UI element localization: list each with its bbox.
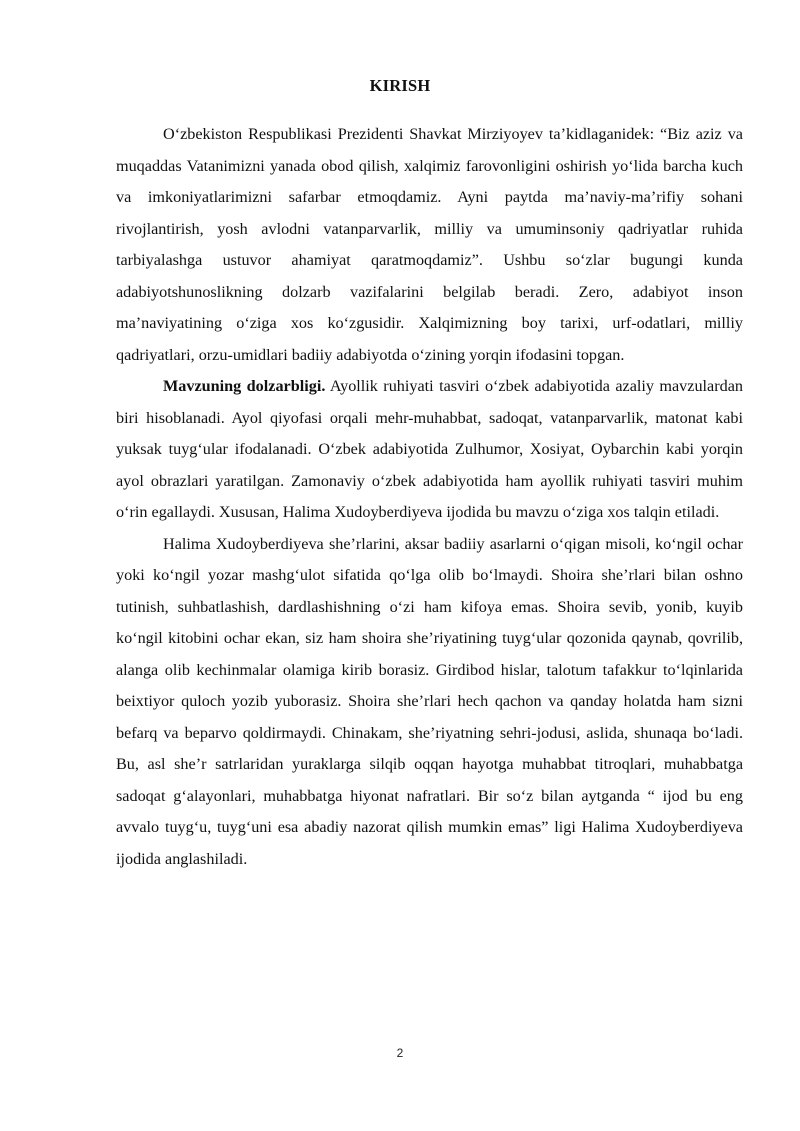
relevance-paragraph — [116, 371, 743, 529]
intro-paragraph — [116, 119, 743, 371]
paragraph-text: Halima Xudoyberdiyeva she’rlarini, aksar badiiy asarlarni o‘qigan misoli, ko‘ngil ochar yoki ko‘ngil yozar mashg‘ulot sifatida qo‘lga olib bo‘lmaydi. Shoira she’rlari bilan oshno tutinish, suhbatlashish, dardlashishning o‘zi ham kifoya emas. Shoira sevib, yonib, kuyib ko‘ngil kitobini ochar ekan, siz ham shoira she’riyatining tuyg‘ular qozonida qaynab, qovrilib, alanga olib kechinmalar olamiga kirib borasiz. Girdibod hislar, talotum tafakkur to‘lqinlarida beixtiyor quloch yozib yuborasiz. Shoira she’rlari hech qachon va qanday holatda ham sizni befarq va beparvo qoldirmaydi. Chinakam, she’riyatning sehri-jodusi, aslida, shunaqa bo‘ladi. Bu, asl she’r satrlaridan yuraklarga silqib oqqan hayotga muhabbat titroqlari, muhabbatga sadoqat g‘alayonlari, muhabbatga hiyonat nafratlari. Bir so‘z bilan aytganda “ ijod bu eng avvalo tuyg‘u, tuyg‘uni esa abadiy nazorat qilish mumkin emas” ligi Halima Xudoyberdiyeva ijodida anglashiladi. — [116, 534, 743, 868]
paragraph-text: O‘zbekiston Respublikasi Prezidenti Shavkat Mirziyoyev ta’kidlaganidek: “Biz aziz va muqaddas Vatanimizni yanada obod qilish, xalqimiz farovonligini oshirish yo‘lida barcha kuch va imkoniyatlarimizni safarbar etmoqdamiz. Ayni paytda ma’naviy-ma’rifiy sohani rivojlantirish, yosh avlodni vatanparvarlik, milliy va umuminsoniy qadriyatlar ruhida tarbiyalashga ustuvor ahamiyat qaratmoqdamiz”. Ushbu so‘zlar bugungi kunda adabiyotshunoslikning dolzarb vazifalarini belgilab beradi. Zero, adabiyot inson ma’naviyatining o‘ziga xos ko‘zgusidir. Xalqimizning boy tarixi, urf-odatlari, milliy qadriyatlari, orzu-umidlari badiiy adabiyotda o‘zining yorqin ifodasini topgan. — [116, 125, 743, 364]
page-number: 2 — [396, 1046, 404, 1060]
body-text — [116, 119, 743, 875]
paragraph-lead-heading: Mavzuning dolzarbligi. — [163, 377, 326, 395]
section-title: KIRISH — [369, 76, 431, 95]
paragraph-text: Ayollik ruhiyati tasviri o‘zbek adabiyotida azaliy mavzulardan biri hisoblanadi. Ayol qiyofasi orqali mehr-muhabbat, sadoqat, vatanparvarlik, matonat kabi yuksak tuyg‘ular ifodalanadi. O‘zbek adabiyotida Zulhumor, Xosiyat, Oybarchin kabi yorqin ayol obrazlari yaratilgan. Zamonaviy o‘zbek adabiyotida ham ayollik ruhiyati tasviri muhim o‘rin egallaydi. Xususan, Halima Xudoyberdiyeva ijodida bu mavzu o‘ziga xos talqin etiladi. — [116, 377, 743, 521]
poetry-paragraph — [116, 529, 743, 876]
